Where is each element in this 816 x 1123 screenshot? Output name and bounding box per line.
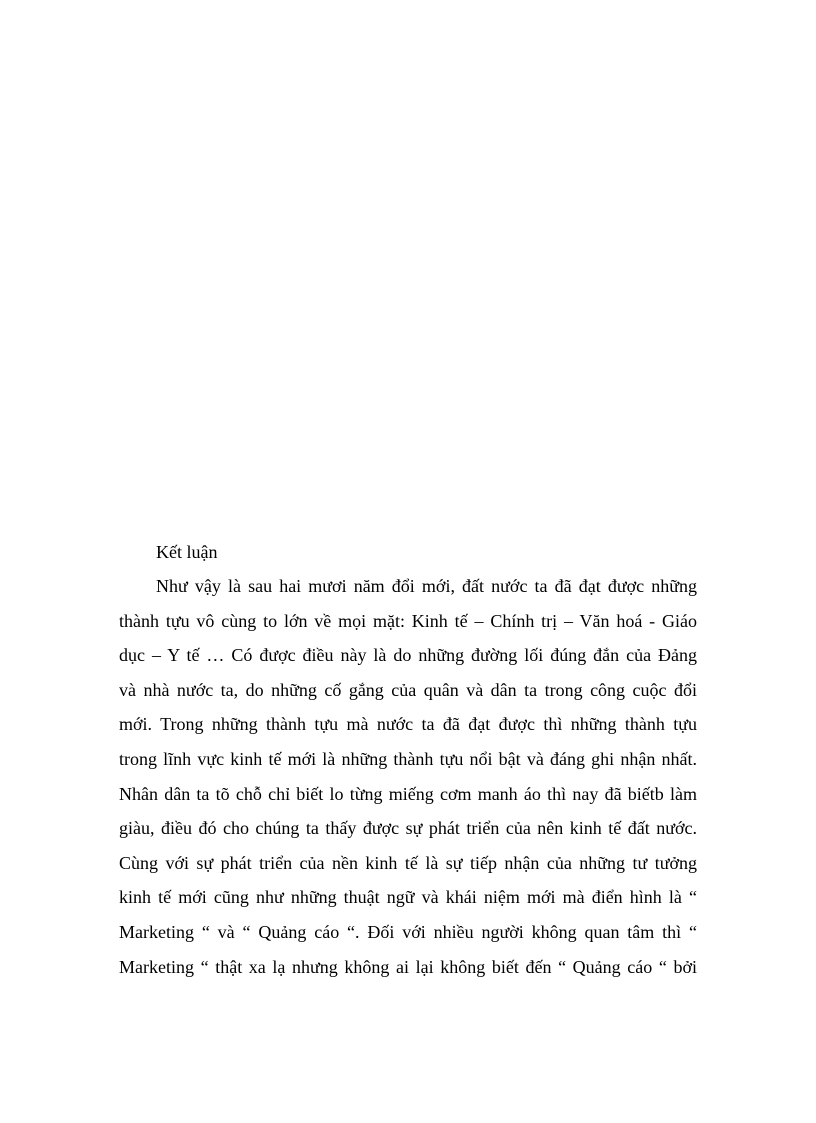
- paragraph-line: Nhân dân ta tõ chỗ chỉ biết lo từng miếng cơm manh áo thì nay đã biếtb làm: [119, 783, 697, 804]
- paragraph-line: thành tựu vô cùng to lớn về mọi mặt: Kinh tế – Chính trị – Văn hoá - Giáo: [119, 610, 697, 631]
- paragraph-line: Marketing “ và “ Quảng cáo “. Đối với nhiều người không quan tâm thì “: [119, 921, 697, 942]
- document-body: [119, 535, 697, 984]
- paragraph-line: và nhà nước ta, do những cố gắng của quân và dân ta trong công cuộc đổi: [119, 679, 697, 700]
- paragraph-line: Marketing “ thật xa lạ nhưng không ai lại không biết đến “ Quảng cáo “ bởi: [119, 956, 697, 977]
- paragraph-line: trong lĩnh vực kinh tế mới là những thành tựu nổi bật và đáng ghi nhận nhất.: [119, 748, 697, 769]
- paragraph-line: giàu, điều đó cho chúng ta thấy được sự phát triển của nên kinh tế đất nước.: [119, 818, 697, 839]
- paragraph-line: Như vậy là sau hai mươi năm đổi mới, đất nước ta đã đạt được những: [156, 576, 697, 596]
- section-heading: Kết luận: [156, 542, 218, 562]
- paragraph-line: mới. Trong những thành tựu mà nước ta đã đạt được thì những thành tựu: [119, 714, 697, 735]
- paragraph-line: Cùng với sự phát triển của nền kinh tế là sự tiếp nhận của những tư tưởng: [119, 852, 697, 873]
- paragraph-line: kinh tế mới cũng như những thuật ngữ và khái niệm mới mà điển hình là “: [119, 887, 697, 908]
- paragraph-line: dục – Y tế … Có được điều này là do những đường lối đúng đắn của Đảng: [119, 645, 697, 666]
